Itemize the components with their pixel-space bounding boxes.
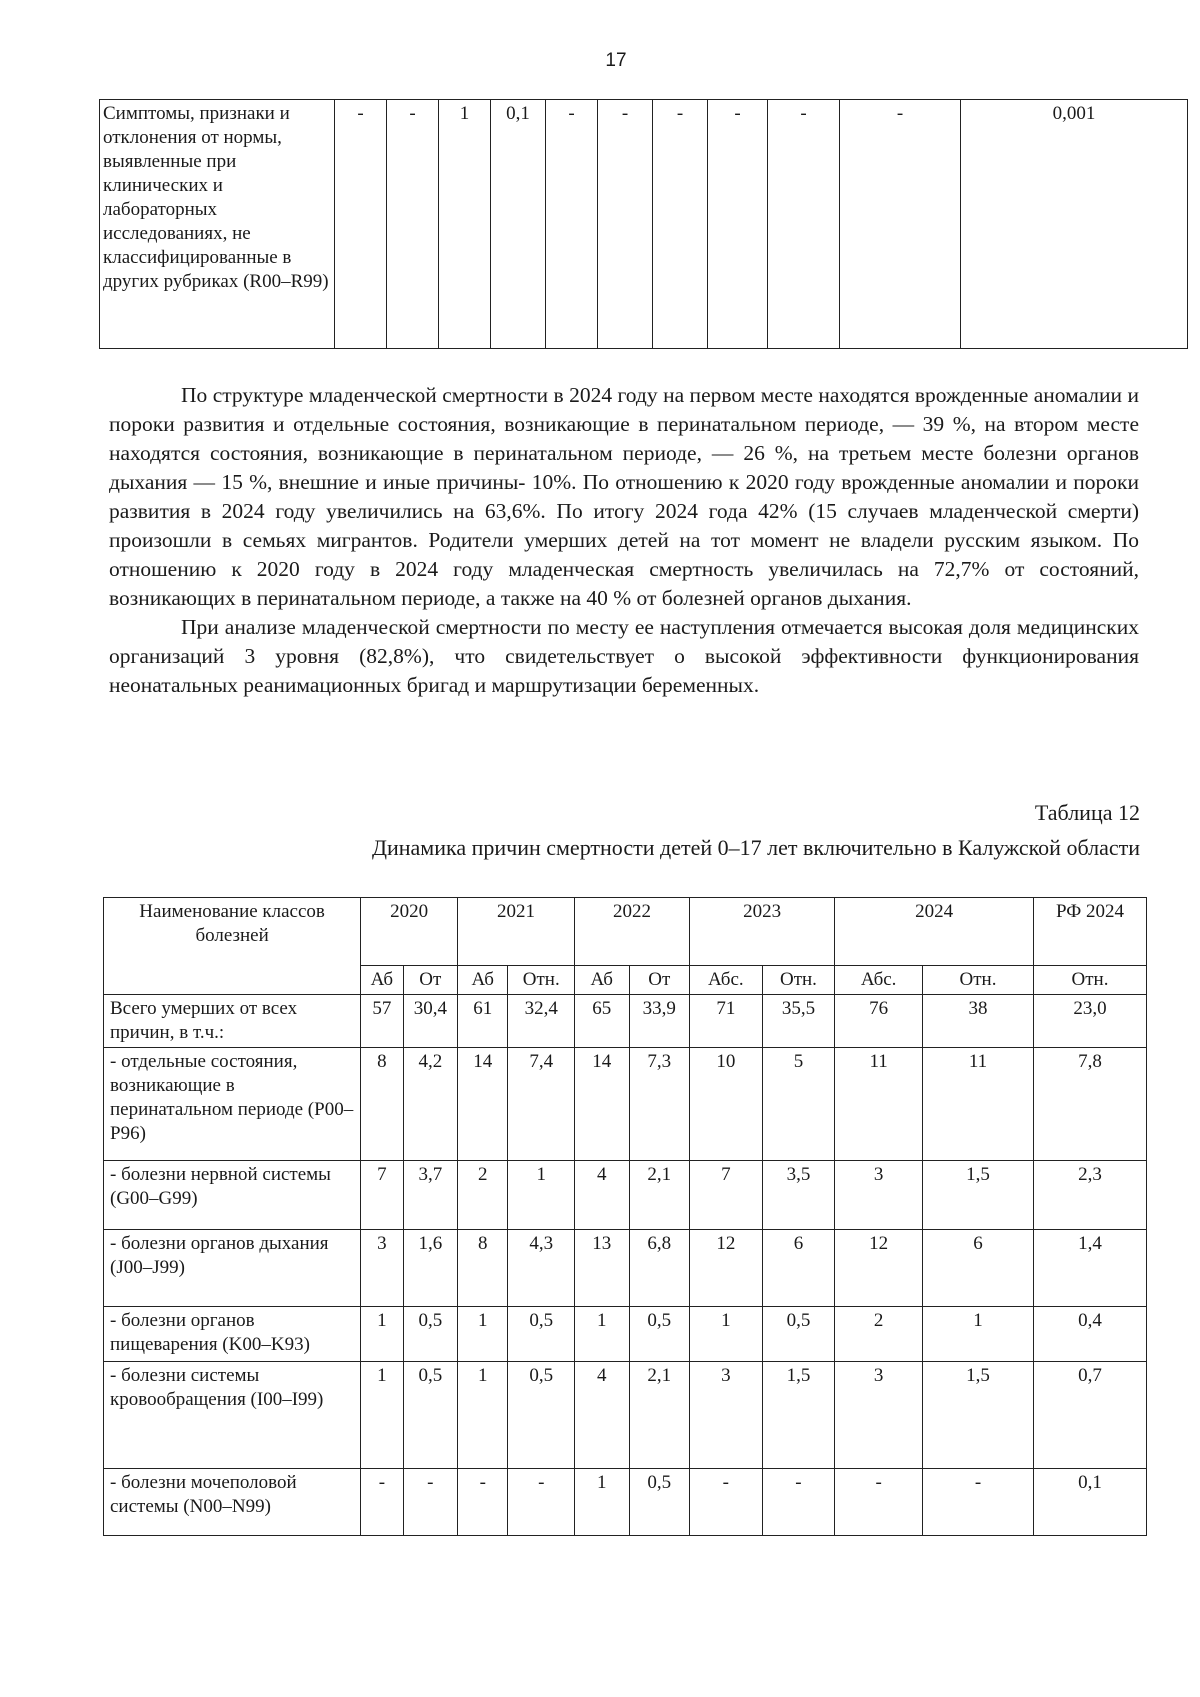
table-cell: 7,4: [508, 1048, 575, 1161]
cell: 0,001: [961, 100, 1188, 349]
table-cell: 6: [762, 1230, 835, 1307]
year-header: 2022: [575, 898, 690, 966]
table-cell: 71: [690, 995, 763, 1048]
table-cell: 0,4: [1033, 1307, 1146, 1362]
table-cell: 1: [458, 1362, 508, 1469]
table-row: [104, 1048, 1147, 1161]
table-cell: -: [762, 1469, 835, 1536]
table-cell: 38: [923, 995, 1034, 1048]
table-cell: 1: [508, 1161, 575, 1230]
table-cell: 11: [923, 1048, 1034, 1161]
table-cell: -: [508, 1469, 575, 1536]
cell: 1: [439, 100, 491, 349]
subheader: От: [629, 966, 690, 995]
disease-class-name: - болезни органов пищеварения (K00–K93): [104, 1307, 361, 1362]
table-cell: 6: [923, 1230, 1034, 1307]
table-cell: 0,5: [403, 1307, 457, 1362]
table-cell: 14: [575, 1048, 629, 1161]
subheader: От: [403, 966, 457, 995]
disease-class-name: Всего умерших от всех причин, в т.ч.:: [104, 995, 361, 1048]
page-number: 17: [605, 50, 627, 71]
table-cell: 14: [458, 1048, 508, 1161]
row-name: Симптомы, признаки и отклонения от нормы, выявленные при клинических и лабораторных исследованиях, не классифицированные в других рубриках (R00–R99): [100, 100, 335, 349]
table-cell: 32,4: [508, 995, 575, 1048]
table-cell: -: [458, 1469, 508, 1536]
table-cell: 13: [575, 1230, 629, 1307]
table-row: [104, 1469, 1147, 1536]
table-row: [104, 1230, 1147, 1307]
table-cell: 12: [835, 1230, 923, 1307]
table-cell: 2: [458, 1161, 508, 1230]
table-cell: 6,8: [629, 1230, 690, 1307]
table-cell: 0,1: [1033, 1469, 1146, 1536]
table-cell: 3,5: [762, 1161, 835, 1230]
table-cell: 4: [575, 1362, 629, 1469]
table-cell: 0,5: [629, 1469, 690, 1536]
table-cell: 61: [458, 995, 508, 1048]
cell: -: [708, 100, 768, 349]
table-cell: 5: [762, 1048, 835, 1161]
disease-class-name: - болезни органов дыхания (J00–J99): [104, 1230, 361, 1307]
disease-class-name: - отдельные состояния, возникающие в перинатальном периоде (P00–P96): [104, 1048, 361, 1161]
table-cell: 1: [575, 1307, 629, 1362]
table-label: Таблица 12: [1034, 800, 1140, 825]
table-cell: 10: [690, 1048, 763, 1161]
name-header: Наименование классов болезней: [104, 898, 361, 995]
table-cell: 35,5: [762, 995, 835, 1048]
subheader: Абс.: [690, 966, 763, 995]
subheader: Отн.: [923, 966, 1034, 995]
table-body: [104, 995, 1147, 1536]
cell: -: [840, 100, 961, 349]
table-cell: 4: [575, 1161, 629, 1230]
table-cell: 30,4: [403, 995, 457, 1048]
table-cell: 1,5: [923, 1362, 1034, 1469]
table-cell: 65: [575, 995, 629, 1048]
table-cell: 8: [458, 1230, 508, 1307]
table-cell: 0,5: [508, 1307, 575, 1362]
table-row: [100, 100, 1188, 349]
cell: -: [546, 100, 598, 349]
table-cell: 7,3: [629, 1048, 690, 1161]
table-cell: 12: [690, 1230, 763, 1307]
table-cell: 7: [361, 1161, 403, 1230]
cell: -: [598, 100, 653, 349]
table-cell: 2,1: [629, 1161, 690, 1230]
table-cell: 11: [835, 1048, 923, 1161]
subheader: Отн.: [762, 966, 835, 995]
table-cell: 1: [923, 1307, 1034, 1362]
table-cell: 0,5: [403, 1362, 457, 1469]
paragraph: По структуре младенческой смертности в 2024 году на первом месте находятся врожденные аномалии и пороки развития и отдельные состояния, возникающие в перинатальном периоде, — 39 %, на втором месте находятся состояния, возникающие в перинатальном периоде, — 26 %, на третьем месте болезни органов дыхания — 15 %, внешние и иные причины- 10%. По отношению к 2020 году врожденные аномалии и пороки развития в 2024 году увеличились на 63,6%. По итогу 2024 года 42% (15 случаев младенческой смерти) произошли в семьях мигрантов. Родители умерших детей на тот момент не владели русским языком. По отношению к 2020 году в 2024 году младенческая смертность увеличилась на 72,7% от состояний, возникающих в перинатальном периоде, а также на 40 % от болезней органов дыхания.: [109, 383, 1139, 610]
table-cell: 3: [361, 1230, 403, 1307]
header-row: [104, 898, 1147, 966]
table-cell: -: [923, 1469, 1034, 1536]
table-cell: 1: [361, 1307, 403, 1362]
table-cell: 0,7: [1033, 1362, 1146, 1469]
table-cell: 1,5: [923, 1161, 1034, 1230]
table-cell: 4,3: [508, 1230, 575, 1307]
table-cell: 1: [575, 1469, 629, 1536]
year-header: 2023: [690, 898, 835, 966]
table-cell: 1,5: [762, 1362, 835, 1469]
top-table-fragment: [99, 99, 1188, 349]
table-cell: 3,7: [403, 1161, 457, 1230]
table-cell: 33,9: [629, 995, 690, 1048]
table-cell: 23,0: [1033, 995, 1146, 1048]
cell: -: [653, 100, 708, 349]
table-cell: 0,5: [762, 1307, 835, 1362]
subheader: Отн.: [508, 966, 575, 995]
table-cell: 3: [690, 1362, 763, 1469]
table-row: [104, 1362, 1147, 1469]
subheader: Аб: [361, 966, 403, 995]
table-cell: 1: [458, 1307, 508, 1362]
table-cell: -: [690, 1469, 763, 1536]
table-cell: -: [835, 1469, 923, 1536]
subheader: Абс.: [835, 966, 923, 995]
table-cell: 76: [835, 995, 923, 1048]
disease-class-name: - болезни системы кровообращения (I00–I99): [104, 1362, 361, 1469]
year-header: 2020: [361, 898, 458, 966]
year-header: 2024: [835, 898, 1034, 966]
cell: -: [335, 100, 387, 349]
subheader: Аб: [575, 966, 629, 995]
table-cell: 7,8: [1033, 1048, 1146, 1161]
table-cell: 1: [361, 1362, 403, 1469]
table-cell: 2,3: [1033, 1161, 1146, 1230]
cell: 0,1: [491, 100, 546, 349]
cell: -: [387, 100, 439, 349]
paragraph: При анализе младенческой смертности по месту ее наступления отмечается высокая доля медицинских организаций 3 уровня (82,8%), что свидетельствует о высокой эффективности функционирования неонатальных реанимационных бригад и маршрутизации беременных.: [109, 615, 1139, 697]
subheader: Отн.: [1033, 966, 1146, 995]
table-row: [104, 995, 1147, 1048]
body-text: [109, 381, 1139, 700]
table-row: [104, 1161, 1147, 1230]
table-cell: 8: [361, 1048, 403, 1161]
table-cell: 57: [361, 995, 403, 1048]
table-cell: 0,5: [508, 1362, 575, 1469]
table-cell: 3: [835, 1362, 923, 1469]
disease-class-name: - болезни мочеполовой системы (N00–N99): [104, 1469, 361, 1536]
subheader: Аб: [458, 966, 508, 995]
table-title: Динамика причин смертности детей 0–17 лет включительно в Калужской области: [371, 835, 1140, 860]
table-cell: 3: [835, 1161, 923, 1230]
table-row: [104, 1307, 1147, 1362]
table-cell: 1,6: [403, 1230, 457, 1307]
table-cell: -: [403, 1469, 457, 1536]
table-cell: 2: [835, 1307, 923, 1362]
cell: -: [768, 100, 840, 349]
table-cell: -: [361, 1469, 403, 1536]
year-header: РФ 2024: [1033, 898, 1146, 966]
mortality-table: [103, 897, 1147, 1536]
table-cell: 0,5: [629, 1307, 690, 1362]
year-header: 2021: [458, 898, 575, 966]
table-cell: 1,4: [1033, 1230, 1146, 1307]
table-cell: 7: [690, 1161, 763, 1230]
table-cell: 1: [690, 1307, 763, 1362]
disease-class-name: - болезни нервной системы (G00–G99): [104, 1161, 361, 1230]
table-cell: 2,1: [629, 1362, 690, 1469]
table-cell: 4,2: [403, 1048, 457, 1161]
